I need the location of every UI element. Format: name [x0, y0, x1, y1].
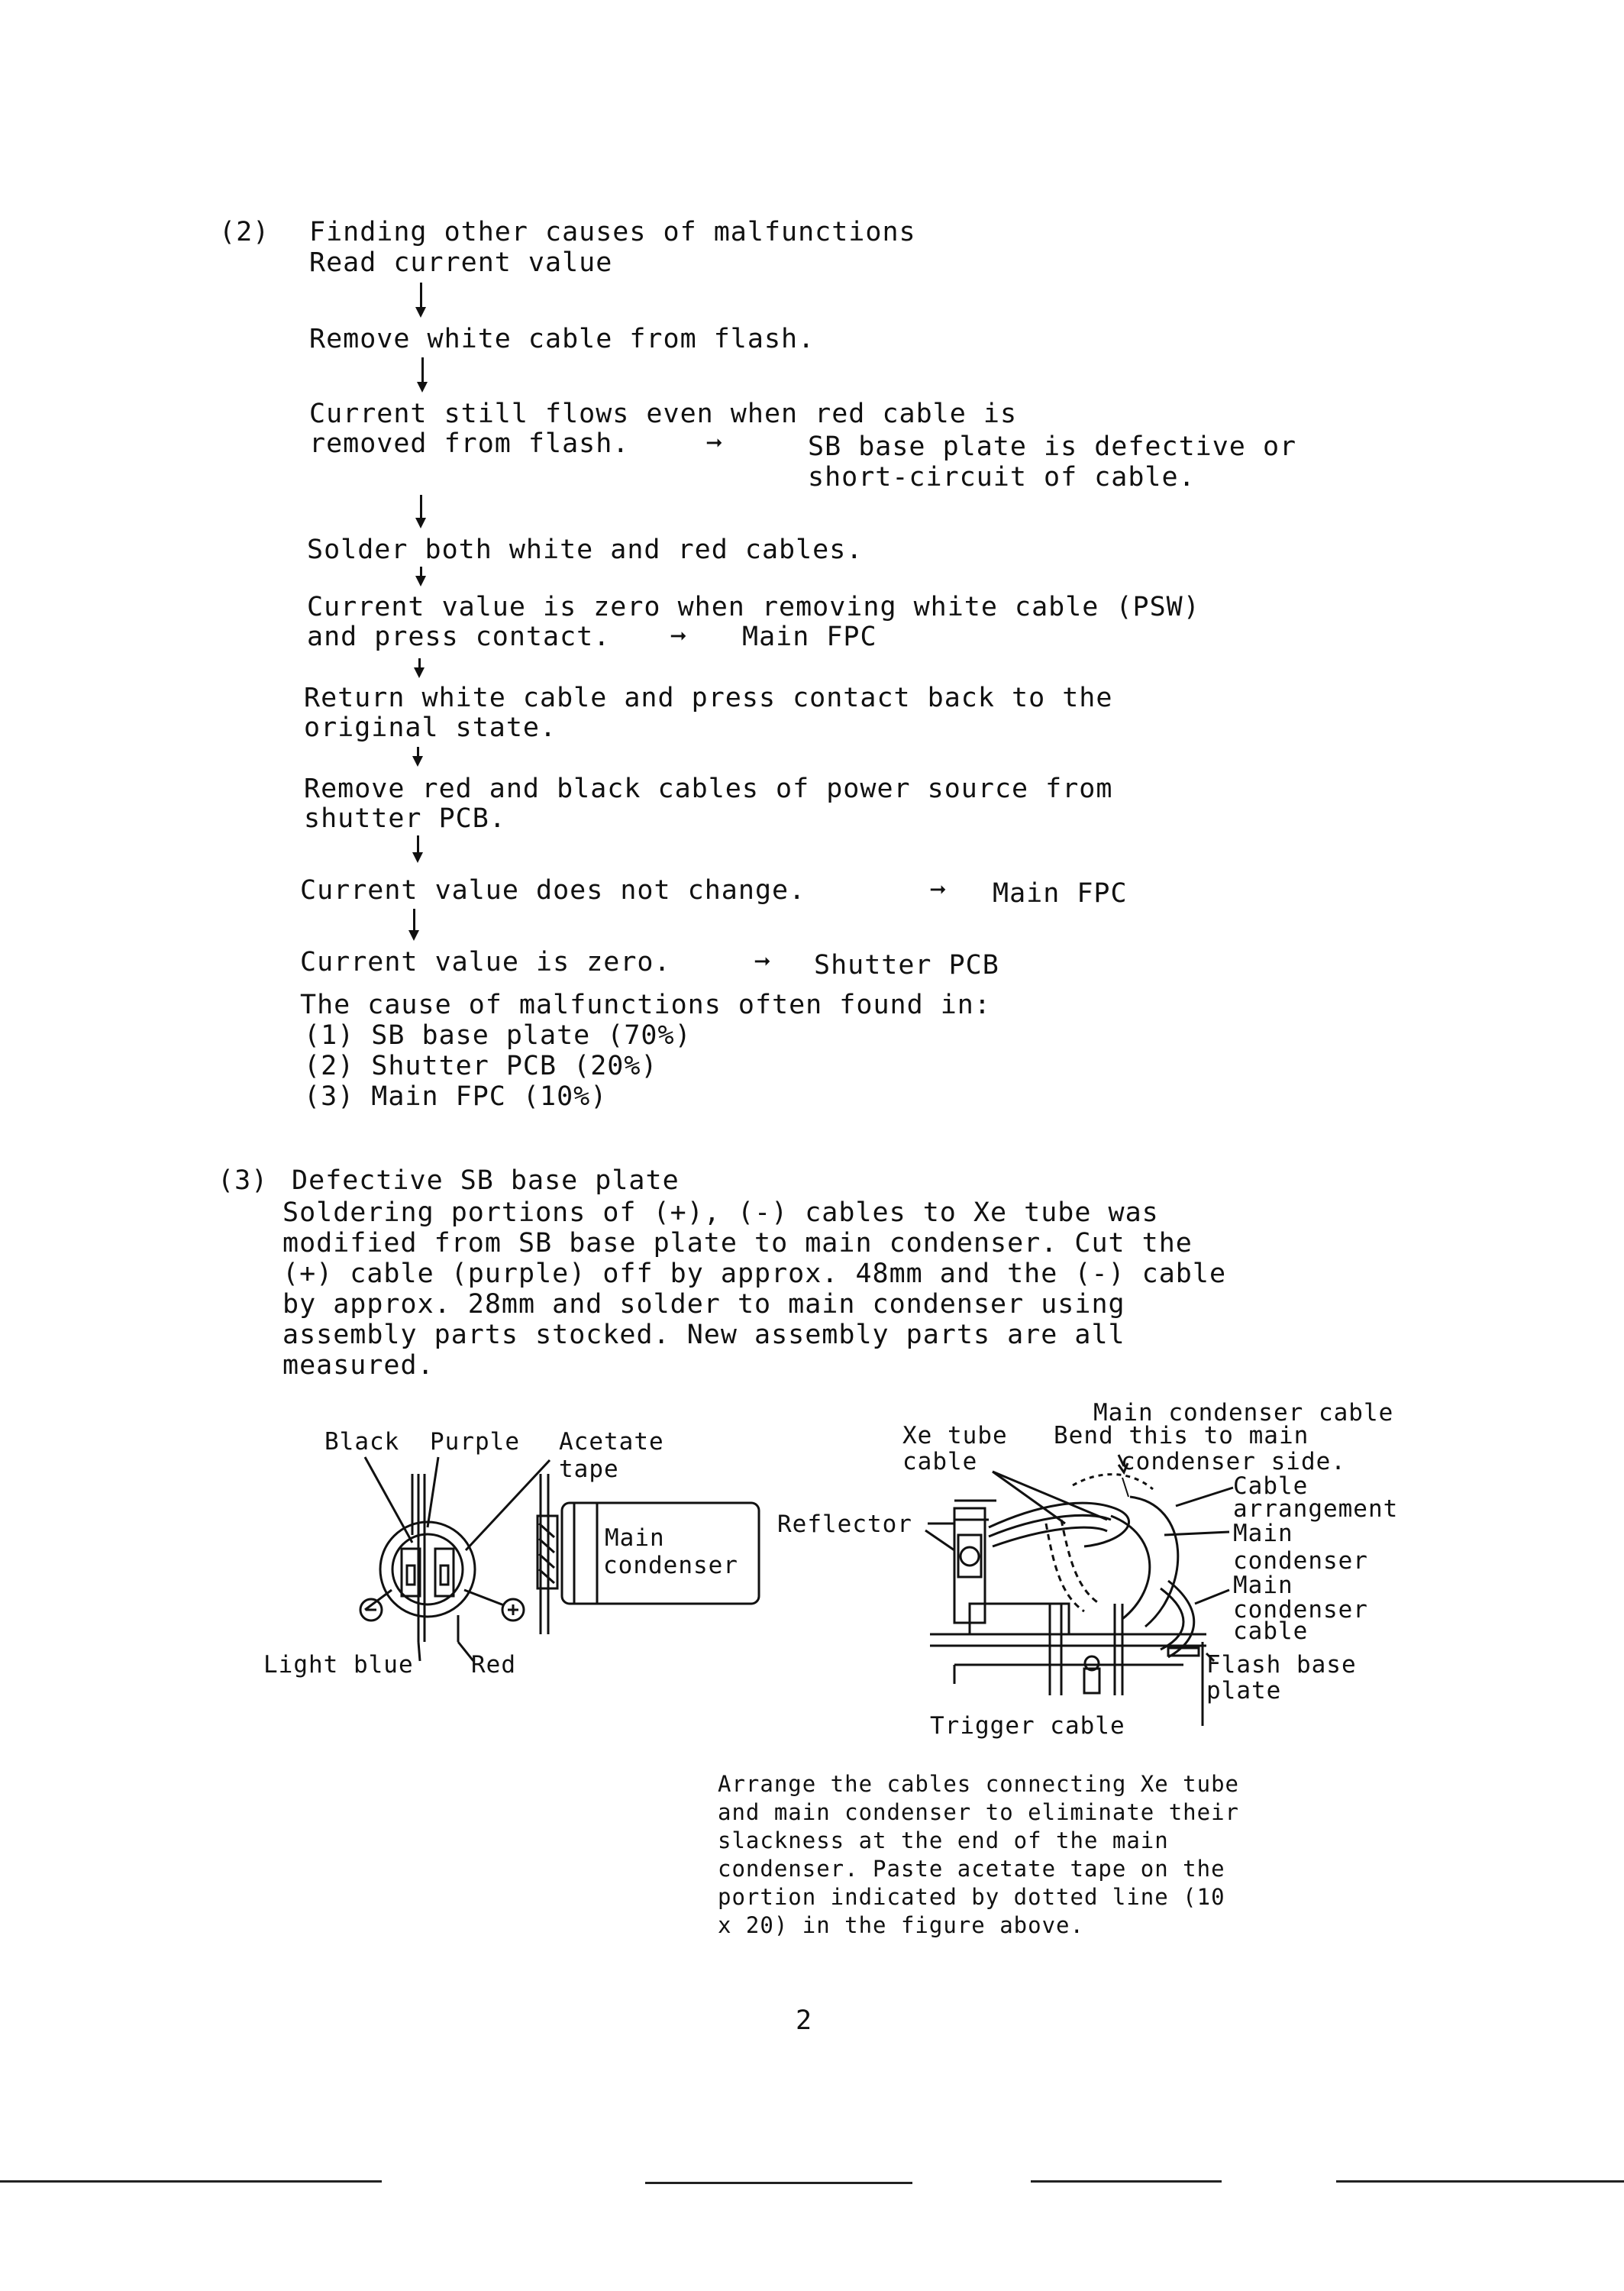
label-flash-base: Flash base: [1206, 1651, 1357, 1679]
label-condenser: condenser: [603, 1552, 738, 1579]
note-line-6: x 20) in the figure above.: [718, 1912, 1084, 1938]
label-purple: Purple: [430, 1428, 520, 1456]
section-3-title: Defective SB base plate: [292, 1165, 680, 1196]
plus-terminal-icon: [500, 1593, 502, 1621]
label-main-condenser-1: Main: [1233, 1520, 1293, 1547]
label-cable: Cable: [1233, 1472, 1309, 1500]
label-acetate: Acetate: [559, 1428, 664, 1456]
label-trigger-cable: Trigger cable: [930, 1712, 1125, 1740]
flow-step-read-current: Read current value: [309, 247, 613, 278]
flow-result-sb-defective-2: short-circuit of cable.: [808, 462, 1196, 493]
right-figure-flash-assembly-diagram: [925, 1455, 1233, 1726]
footer-rule: [1031, 2180, 1222, 2183]
note-line-5: portion indicated by dotted line (10: [718, 1884, 1225, 1910]
flow-step-current-zero-1: Current value is zero when removing white cable (PSW): [307, 592, 1200, 622]
label-condenser-side: condenser side.: [1121, 1448, 1346, 1475]
section-3-paragraph-4: by approx. 28mm and solder to main condenser using: [283, 1289, 1125, 1320]
flow-result-main-fpc-2: Main FPC: [993, 878, 1128, 909]
cause-item-1: (1) SB base plate (70%): [304, 1020, 692, 1051]
flow-result-shutter-pcb: Shutter PCB: [814, 950, 999, 981]
section-3-number: (3): [218, 1165, 269, 1196]
flow-result-sb-defective-1: SB base plate is defective or: [808, 431, 1297, 462]
label-flash-plate: plate: [1206, 1677, 1282, 1705]
causes-intro: The cause of malfunctions often found in:: [300, 990, 991, 1020]
footer-rule: [645, 2182, 912, 2184]
section-2-number: (2): [219, 217, 270, 247]
flow-result-main-fpc: Main FPC: [742, 622, 877, 652]
label-red: Red: [471, 1651, 516, 1679]
result-arrow: ➞: [930, 875, 948, 906]
minus-terminal-icon: [357, 1593, 359, 1621]
note-line-4: condenser. Paste acetate tape on the: [718, 1856, 1225, 1882]
cause-item-2: (2) Shutter PCB (20%): [304, 1051, 658, 1081]
label-xe-cable: cable: [902, 1448, 978, 1475]
footer-rule: [1336, 2180, 1624, 2183]
flow-step-remove-power-cables-1: Remove red and black cables of power source from: [304, 774, 1113, 804]
page-number: 2: [796, 2005, 813, 2036]
section-2-title: Finding other causes of malfunctions: [309, 217, 916, 247]
cause-item-3: (3) Main FPC (10%): [304, 1081, 608, 1112]
result-arrow: ➞: [706, 428, 724, 459]
label-main-condenser-cable-3: cable: [1233, 1617, 1309, 1645]
section-3-paragraph-6: measured.: [283, 1350, 434, 1381]
label-reflector: Reflector: [777, 1511, 912, 1538]
label-arrangement: arrangement: [1233, 1495, 1399, 1523]
note-line-1: Arrange the cables connecting Xe tube: [718, 1771, 1240, 1797]
label-main-condenser-cable-top: Main condenser cable: [1093, 1399, 1394, 1427]
result-arrow: ➞: [754, 947, 772, 977]
flow-step-current-is-zero: Current value is zero.: [300, 947, 671, 977]
label-black: Black: [324, 1428, 400, 1456]
flow-step-current-still-flows-2: removed from flash.: [309, 428, 630, 459]
section-3-paragraph-3: (+) cable (purple) off by approx. 48mm and the (-) cable: [283, 1259, 1227, 1289]
flow-step-current-unchanged: Current value does not change.: [300, 875, 806, 906]
label-bend-this: Bend this to main: [1054, 1422, 1309, 1449]
flow-step-return-cable-1: Return white cable and press contact back to the: [304, 683, 1113, 713]
flow-step-current-still-flows-1: Current still flows even when red cable is: [309, 399, 1018, 429]
flow-step-return-cable-2: original state.: [304, 713, 557, 743]
label-xe-tube: Xe tube: [902, 1422, 1008, 1449]
note-line-3: slackness at the end of the main: [718, 1827, 1169, 1853]
flow-step-solder-cables: Solder both white and red cables.: [307, 535, 864, 565]
label-main-condenser-cable-1: Main: [1233, 1572, 1293, 1599]
result-arrow: ➞: [670, 622, 688, 652]
label-tape: tape: [559, 1456, 619, 1483]
flow-step-remove-power-cables-2: shutter PCB.: [304, 803, 506, 834]
footer-rule: [0, 2180, 382, 2183]
section-3-paragraph-2: modified from SB base plate to main condenser. Cut the: [283, 1228, 1193, 1259]
flow-step-remove-white-cable: Remove white cable from flash.: [309, 324, 815, 354]
note-line-2: and main condenser to eliminate their: [718, 1799, 1240, 1825]
section-3-paragraph-5: assembly parts stocked. New assembly parts are all: [283, 1320, 1125, 1350]
label-light-blue: Light blue: [263, 1651, 414, 1679]
flow-step-current-zero-2: and press contact.: [307, 622, 611, 652]
label-main: Main: [605, 1524, 665, 1552]
label-main-condenser-cable-2: condenser: [1233, 1596, 1368, 1624]
label-main-condenser-2: condenser: [1233, 1547, 1368, 1575]
section-3-paragraph-1: Soldering portions of (+), (-) cables to Xe tube was: [283, 1197, 1159, 1228]
